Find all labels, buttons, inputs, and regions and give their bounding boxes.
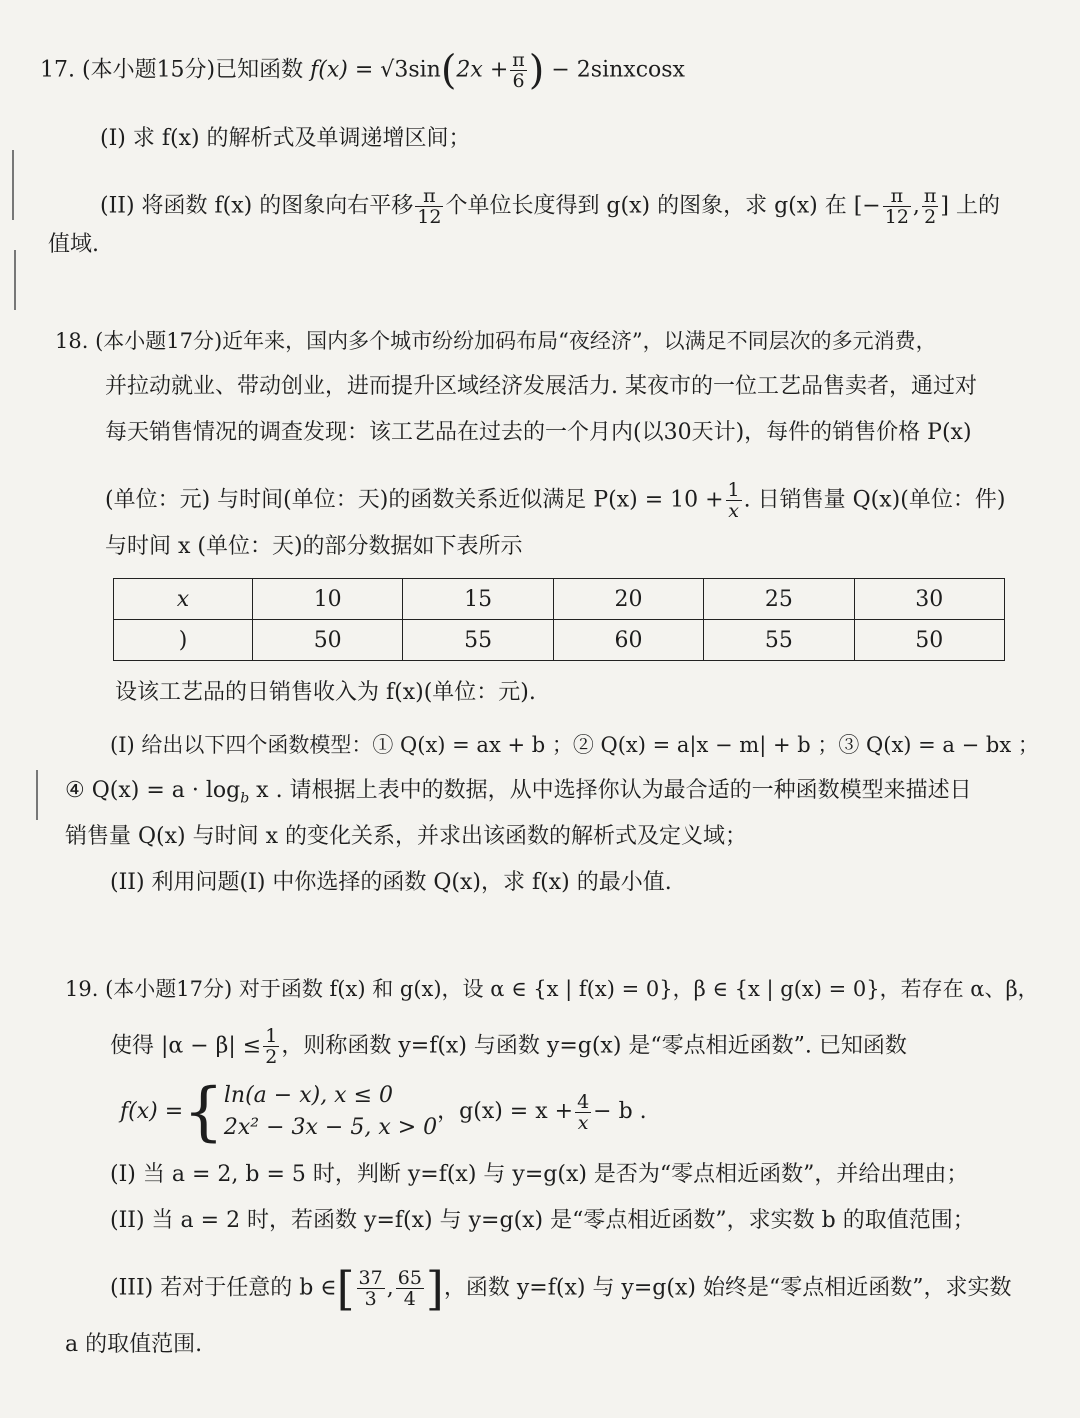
- one: 1: [727, 479, 740, 501]
- q19-line1: 19. (本小题17分) 对于函数 f(x) 和 g(x)，设 α ∈ {x | f(x) = 0}，β ∈ {x | g(x) = 0}，若存在 α、β，: [65, 977, 1039, 1001]
- one-over-x: [726, 480, 742, 521]
- table-cell: 55: [704, 620, 854, 661]
- q18-part1-b-text: ④ Q(x) = a · log: [65, 778, 241, 803]
- q19-part3-a: (III) 若对于任意的 b ∈: [110, 1275, 337, 1301]
- table-cell: 20: [553, 579, 703, 620]
- q19-part2: (II) 当 a = 2 时，若函数 y=f(x) 与 y=g(x) 是“零点相近函数”，求实数 b 的取值范围；: [110, 1208, 975, 1233]
- two: 2: [924, 206, 937, 228]
- q17-func-arg: 2x +: [456, 57, 509, 83]
- q17-title: [40, 47, 685, 94]
- q19-part1: (I) 当 a = 2, b = 5 时，判断 y=f(x) 与 y=g(x) 是否为“零点相近函数”，并给出理由；: [110, 1162, 969, 1187]
- q17-part2: [100, 186, 1000, 227]
- brace: {: [183, 1075, 224, 1149]
- table-cell: 25: [704, 579, 854, 620]
- d3: 3: [364, 1288, 377, 1310]
- margin-mark: [14, 250, 16, 310]
- q18-part2: (II) 利用问题(I) 中你选择的函数 Q(x)，求 f(x) 的最小值.: [110, 870, 672, 895]
- q19-part3: (III) 若对于任意的 b ∈[ $\frac{37}{3}$ , $\frac{65}{4}$ ]，函数 y=f(x) 与 y=g(x) 始终是“零点相近函数”，求实数: [110, 1261, 1012, 1316]
- bracket-open: [: [336, 1261, 355, 1316]
- q18-line1: 18. (本小题17分)近年来，国内多个城市纷纷加码布局“夜经济”，以满足不同层次的多元消费，: [55, 329, 937, 353]
- q17-part2-c: ] 上的: [940, 193, 1000, 219]
- q18-part1-b: [65, 776, 972, 813]
- table-cell: 15: [403, 579, 553, 620]
- table-cell: 10: [253, 579, 403, 620]
- q19-part3-b: ，函数 y=f(x) 与 y=g(x) 始终是“零点相近函数”，求实数: [443, 1275, 1012, 1301]
- g-def-b: − b .: [593, 1099, 647, 1124]
- table-cell: 60: [553, 620, 703, 661]
- q18-line3: 每天销售情况的调查发现：该工艺品在过去的一个月内(以30天计)，每件的销售价格 P(x): [105, 420, 972, 445]
- q18-line5: 与时间 x (单位：天)的部分数据如下表所示: [105, 534, 523, 559]
- pi-over-12: [415, 186, 443, 227]
- cases: [224, 1080, 437, 1144]
- q17-head: 17. (本小题15分)已知函数: [40, 57, 304, 83]
- q19-line2-b: ，则称函数 y=f(x) 与函数 y=g(x) 是“零点相近函数”. 已知函数: [281, 1033, 907, 1059]
- q18-part1-d: 销售量 Q(x) 与时间 x 的变化关系，并求出该函数的解析式及定义域；: [65, 824, 747, 849]
- q18-part1-c: x . 请根据上表中的数据，从中选择你认为最合适的一种函数模型来描述日: [249, 778, 972, 803]
- n65: 65: [397, 1267, 422, 1289]
- paren-close: ): [528, 47, 545, 94]
- margin-mark: [36, 770, 38, 820]
- pi-over-12: [883, 186, 911, 227]
- q18-line6: 设该工艺品的日销售收入为 f(x)(单位：元).: [115, 680, 536, 705]
- d4: 4: [403, 1288, 416, 1310]
- q19-line2-a: 使得 |α − β| ≤: [110, 1033, 262, 1059]
- case1: ln(a − x), x ≤ 0: [223, 1083, 393, 1108]
- q17-part2-d: 值域.: [48, 232, 99, 257]
- q18-part1-a: (I) 给出以下四个函数模型：① Q(x) = ax + b ；② Q(x) = a|x − m| + b ；③ Q(x) = a − bx ；: [110, 733, 1039, 757]
- pi-over-2: [922, 186, 939, 227]
- q17-func-lhs: f(x) =: [310, 57, 381, 83]
- q18-line2: 并拉动就业、带动创业，进而提升区域经济发展活力. 某夜市的一位工艺品售卖者，通过对: [105, 374, 977, 399]
- paren-open: (: [440, 47, 457, 94]
- twelve: 12: [417, 206, 442, 228]
- table-cell: ): [114, 620, 253, 661]
- one-half: [263, 1026, 279, 1067]
- q19-part3-c: a 的取值范围.: [65, 1332, 203, 1357]
- x: x: [728, 500, 739, 522]
- g-def-a: ，g(x) = x +: [437, 1099, 574, 1124]
- table-cell: 50: [854, 620, 1004, 661]
- q18-line4-a: (单位：元) 与时间(单位：天)的函数关系近似满足 P(x) = 10 +: [105, 487, 724, 513]
- f-lhs: f(x) =: [120, 1099, 184, 1124]
- pi: π: [883, 186, 911, 207]
- q17-func-tail: − 2sinxcosx: [544, 57, 685, 83]
- pi: π: [512, 49, 525, 71]
- q18-line4: [105, 480, 1005, 521]
- q19-def: [120, 1075, 647, 1149]
- log-base: b: [240, 790, 250, 807]
- q17-part2-a: (II) 将函数 f(x) 的图象向右平移: [100, 193, 414, 219]
- table-cell: 55: [403, 620, 553, 661]
- pi: π: [923, 185, 937, 207]
- twelve: 12: [884, 206, 909, 228]
- case2: 2x² − 3x − 5, x > 0: [223, 1115, 438, 1140]
- pi-over-6: [510, 50, 527, 91]
- q19-line2: [110, 1026, 907, 1067]
- six: 6: [512, 70, 525, 92]
- pi: π: [415, 186, 443, 207]
- frac-65-4: [396, 1268, 424, 1309]
- bracket-close: ]: [425, 1261, 444, 1316]
- half-den: 2: [265, 1046, 278, 1068]
- q17-part2-b: 个单位长度得到 g(x) 的图象，求 g(x) 在 [−: [445, 193, 881, 219]
- four-over-x: [575, 1092, 591, 1133]
- table-cell: x: [114, 579, 253, 620]
- four: 4: [577, 1090, 590, 1113]
- comma: ,: [912, 193, 920, 219]
- half-num: 1: [265, 1025, 278, 1047]
- table-cell: 30: [854, 579, 1004, 620]
- table-row: [114, 579, 1005, 620]
- q18-line4-b: . 日销售量 Q(x)(单位：件): [743, 487, 1006, 513]
- table-row: [114, 620, 1005, 661]
- margin-mark: [12, 150, 14, 220]
- q17-func-sqrt: √3sin: [380, 57, 441, 83]
- xx: x: [577, 1111, 589, 1134]
- table-cell: 50: [253, 620, 403, 661]
- frac-37-3: [357, 1268, 385, 1309]
- sales-table: [113, 578, 1005, 661]
- n37: 37: [358, 1267, 383, 1289]
- q17-part1: (I) 求 f(x) 的解析式及单调递增区间；: [100, 126, 471, 151]
